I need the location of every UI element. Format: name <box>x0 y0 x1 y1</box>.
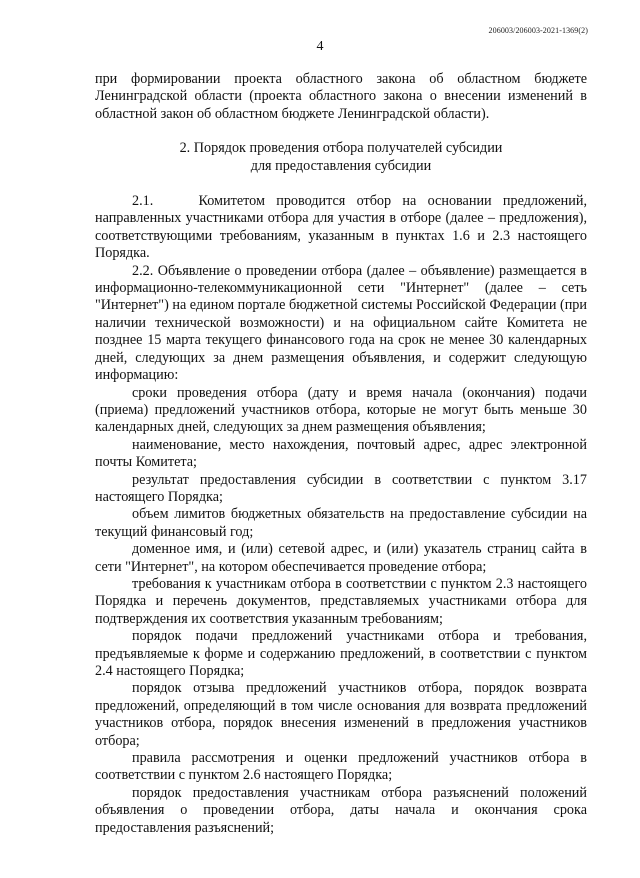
section-title-line1: 2. Порядок проведения отбора получателей субсидии <box>179 140 503 157</box>
paragraph-2-1: 2.1. Комитетом проводится отбор на основании предложений, направленных участниками отбора для участия в отборе (далее – предложения), соответствующими требованиям, указанным в пунктах 1.6 и 2.3 настоящего Порядка. <box>95 193 591 262</box>
paragraph-2-2: 2.2. Объявление о проведении отбора (далее – объявление) размещается в информационно-телекоммуникационной сети "Интернет" (далее – сеть "Интернет") на едином портале бюджетной системы Российской Федерации (при наличии технической возможности) и на официальном сайте Комитета не позднее 15 марта текущего финансового года на срок не менее 30 календарных дней, следующих за днем размещения объявления, и содержит следующую информацию: <box>95 262 587 384</box>
list-item: результат предоставления субсидии в соответствии с пунктом 3.17 настоящего Порядка; <box>95 471 587 505</box>
list-item: порядок предоставления участникам отбора разъяснений положений объявления о проведении отбора, даты начала и окончания срока предоставления разъяснений; <box>95 784 587 836</box>
list-item: наименование, место нахождения, почтовый адрес, адрес электронной почты Комитета; <box>95 436 587 471</box>
list-item: порядок отзыва предложений участников отбора, порядок возврата предложений, определяющий в том числе основания для возврата предложений участников отбора, порядок внесения изменений в предложения участников отбора; <box>95 680 587 749</box>
list-item: порядок подачи предложений участниками отбора и требования, предъявляемые к форме и содержанию предложений, в соответствии с пунктом 2.4 настоящего Порядка; <box>95 628 587 679</box>
list-item: правила рассмотрения и оценки предложений участников отбора в соответствии с пунктом 2.6 настоящего Порядка; <box>95 750 587 784</box>
document-id: 206003/206003-2021-1369(2) <box>488 26 588 35</box>
section-title-line2: для предоставления субсидии <box>250 157 432 174</box>
list-item: требования к участникам отбора в соответствии с пунктом 2.3 настоящего Порядка и перечень документов, представляемых участниками отбора для подтверждения их соответствия указанным требованиям; <box>95 575 587 627</box>
document-body <box>95 71 591 837</box>
page-number: 4 <box>316 39 324 54</box>
list-item: объем лимитов бюджетных обязательств на предоставление субсидии на текущий финансовый год; <box>95 506 587 540</box>
intro-paragraph: при формировании проекта областного закона об областном бюджете Ленинградской области (проекта областного закона о внесении изменений в областной закон об областном бюджете Ленинградской области). <box>95 71 587 122</box>
list-item: сроки проведения отбора (дату и время начала (окончания) подачи (приема) предложений участников отбора, которые не могут быть меньше 30 календарных дней, следующих за днем размещения объявления; <box>95 384 587 436</box>
section-heading <box>95 140 587 175</box>
list-item: доменное имя, и (или) сетевой адрес, и (или) указатель страниц сайта в сети "Интернет", на котором обеспечивается проведение отбора; <box>95 541 587 575</box>
